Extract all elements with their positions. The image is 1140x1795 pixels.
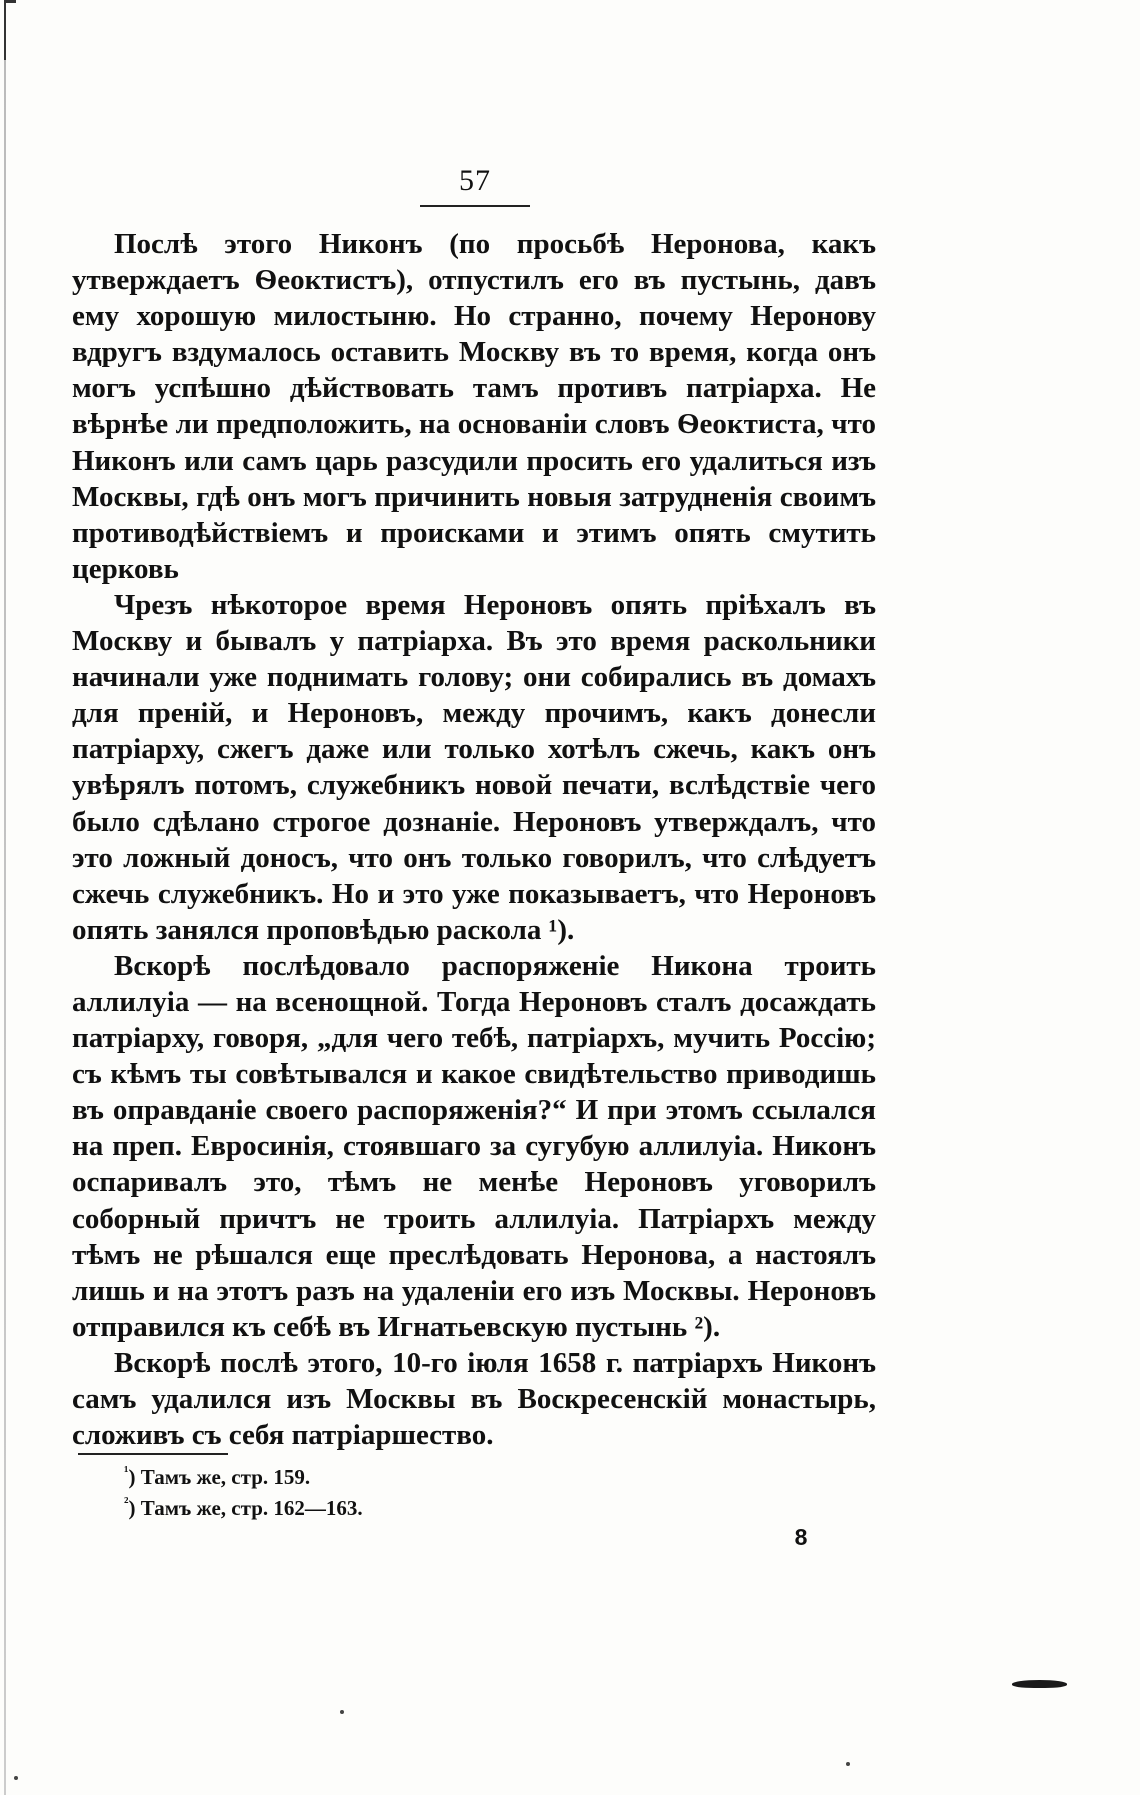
footnotes — [124, 1462, 724, 1524]
footnote-mark: ¹ — [124, 1464, 129, 1480]
footnote-text: ) Тамъ же, стр. 162—163. — [128, 1496, 363, 1520]
footnote-mark: ² — [124, 1495, 129, 1511]
paragraph-1: Послѣ этого Никонъ (по просьбѣ Неронова, какъ утверждаетъ Ѳеоктистъ), отпустилъ его въ пустынь, давъ ему хорошую милостыню. Но странно, почему Неронову вдругъ вздумалось оставить Москву въ то время, когда онъ могъ успѣшно дѣйствовать тамъ противъ патріарха. Не вѣрнѣе ли предположить, на основаніи словъ Ѳеоктиста, что Никонъ или самъ царь разсудили просить его удалиться изъ Москвы, гдѣ онъ могъ причинить новыя затрудненія своимъ противодѣйствіемъ и происками и этимъ опять смутить церковь — [72, 228, 876, 585]
ink-blot-mark — [1012, 1680, 1067, 1688]
footnote-1 — [124, 1462, 724, 1493]
signature-mark: 8 — [794, 1524, 808, 1550]
footnote-2 — [124, 1493, 724, 1524]
page-number: 57 — [459, 164, 491, 197]
page-edge-line — [4, 0, 6, 1795]
body-text — [72, 226, 876, 1453]
ink-speck — [846, 1762, 850, 1766]
ink-speck — [14, 1776, 18, 1780]
footnote-rule — [78, 1453, 228, 1455]
paragraph-2: Чрезъ нѣкоторое время Нероновъ опять пріѣхалъ въ Москву и бывалъ у патріарха. Въ это время раскольники начинали уже поднимать голову; они собирались въ домахъ для преній, и Нероновъ, между прочимъ, какъ донесли патріарху, сжегъ даже или только хотѣлъ сжечь, какъ онъ увѣрялъ потомъ, служебникъ новой печати, вслѣдствіе чего было сдѣлано строгое дознаніе. Нероновъ утверждалъ, что это ложный доносъ, что онъ только говорилъ, что слѣдуетъ сжечь служебникъ. Но и это уже показываетъ, что Нероновъ опять занялся проповѣдью раскола ¹). — [72, 588, 876, 946]
paragraph-3: Вскорѣ послѣдовало распоряженіе Никона троить аллилуіа — на всенощной. Тогда Нероновъ сталъ досаждать патріарху, говоря, „для чего тебѣ, патріархъ, мучить Россію; съ кѣмъ ты совѣтывался и какое свидѣтельство приводишь въ оправданіе своего распоряженія?“ И при этомъ ссылался на преп. Евросинія, стоявшаго за сугубую аллилуіа. Никонъ оспаривалъ это, тѣмъ не менѣе Нероновъ уговорилъ соборный причтъ не троить аллилуіа. Патріархъ между тѣмъ не рѣшался еще преслѣдовать Неронова, а настоялъ лишь и на этотъ разъ на удаленіи его изъ Москвы. Нероновъ отправился къ себѣ въ Игнатьевскую пустынь ²). — [72, 949, 876, 1343]
ink-speck — [340, 1710, 344, 1714]
page-edge-corner — [4, 0, 16, 3]
footnote-text: ) Тамъ же, стр. 159. — [128, 1465, 311, 1489]
page-number-rule — [420, 205, 530, 207]
paragraph-4: Вскорѣ послѣ этого, 10-го іюля 1658 г. патріархъ Никонъ самъ удалился изъ Москвы въ Воскресенскій монастырь, сложивъ съ себя патріаршество. — [72, 1346, 876, 1452]
